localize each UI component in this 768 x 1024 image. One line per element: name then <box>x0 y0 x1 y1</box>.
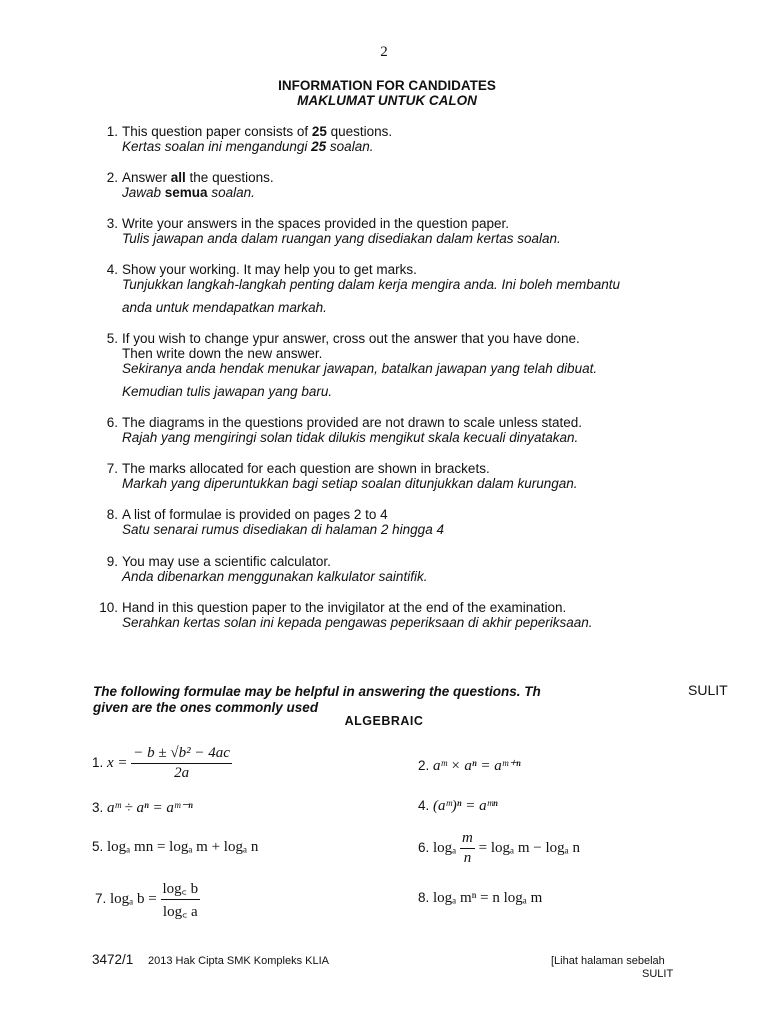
item-number: 7. <box>106 461 118 476</box>
instruction-english: The diagrams in the questions provided are not drawn to scale unless stated. <box>122 415 583 430</box>
instruction-malay: Tunjukkan langkah-langkah penting dalam kerja mengira anda. Ini boleh membantu <box>122 277 621 292</box>
formula-4: 4. (aᵐ)ⁿ = aᵐⁿ <box>418 798 498 814</box>
instruction-malay: Kertas soalan ini mengandungi 25 soalan. <box>122 139 374 154</box>
item-number: 9. <box>106 554 118 569</box>
formula-intro: The following formulae may be helpful in answering the questions. Th given are the ones commonly used <box>93 684 541 715</box>
formula-8: 8. logₐ mⁿ = n logₐ m <box>418 890 543 906</box>
item-number: 6. <box>106 415 118 430</box>
item-number: 1. <box>106 124 118 139</box>
item-number: 2. <box>106 170 118 185</box>
instruction-malay-line2: anda untuk mendapatkan markah. <box>122 300 327 315</box>
formula-3: 3. aᵐ ÷ aⁿ = aᵐ⁻ⁿ <box>92 800 193 816</box>
sulit-footer-label: SULIT <box>642 968 674 980</box>
item-number: 3. <box>106 216 118 231</box>
instruction-english: Show your working. It may help you to get marks. <box>122 262 417 277</box>
copyright-text: 2013 Hak Cipta SMK Kompleks KLIA <box>148 955 329 967</box>
formula-fraction: $\frac{\text{− b ± √b² − 4ac}}{2a}$ <box>133 745 230 781</box>
item-number: 10. <box>99 600 118 615</box>
item-number: 4. <box>106 262 118 277</box>
instruction-malay: Satu senarai rumus disediakan di halaman 2 hingga 4 <box>122 522 444 537</box>
formula-2: 2. aᵐ × aⁿ = aᵐ⁺ⁿ <box>418 758 521 774</box>
instruction-malay-line2: Kemudian tulis jawapan yang baru. <box>122 384 333 399</box>
instruction-malay: Anda dibenarkan menggunakan kalkulator saintifik. <box>122 569 428 584</box>
instruction-malay: Rajah yang mengiringi solan tidak dilukis mengikut skala kecuali dinyatakan. <box>122 430 579 445</box>
formula-1: 1. x = $\frac{\text{− b ± √b² − 4ac}}{2a}$ <box>92 745 230 781</box>
instruction-malay: Sekiranya anda hendak menukar jawapan, batalkan jawapan yang telah dibuat. <box>122 361 598 376</box>
item-number: 8. <box>106 507 118 522</box>
instruction-english: A list of formulae is provided on pages 2 to 4 <box>122 507 388 522</box>
instruction-english: Answer all the questions. <box>122 170 274 185</box>
instruction-english: This question paper consists of 25 questions. <box>122 124 393 139</box>
instruction-english: Hand in this question paper to the invigilator at the end of the examination. <box>122 600 567 615</box>
paper-code: 3472/1 <box>92 952 134 967</box>
instruction-english-line2: Then write down the new answer. <box>122 346 323 361</box>
formula-6: 6. logₐ $\frac{m}{n}$ = logₐ m − logₐ n <box>418 830 581 866</box>
title-english: INFORMATION FOR CANDIDATES <box>278 78 496 93</box>
instruction-english: The marks allocated for each question are shown in brackets. <box>122 461 490 476</box>
title-malay: MAKLUMAT UNTUK CALON <box>297 93 477 108</box>
formula-5: 5. logₐ mn = logₐ m + logₐ n <box>92 839 259 855</box>
section-title-algebraic: ALGEBRAIC <box>344 714 424 728</box>
sulit-label: SULIT <box>688 682 728 698</box>
formula-7: 7. logₐ b = $\frac{\log꜀ b}{\log꜀ a}$ <box>95 878 200 921</box>
instruction-english: You may use a scientific calculator. <box>122 554 331 569</box>
instruction-english: If you wish to change ypur answer, cross out the answer that you have done. <box>122 331 580 346</box>
next-page-note: [Lihat halaman sebelah <box>551 955 665 967</box>
instruction-malay: Tulis jawapan anda dalam ruangan yang disediakan dalam kertas soalan. <box>122 231 561 246</box>
page-number: 2 <box>380 44 388 60</box>
instruction-malay: Serahkan kertas solan ini kepada pengawas peperiksaan di akhir peperiksaan. <box>122 615 593 630</box>
formula-fraction: $\frac{m}{n}$ <box>462 830 473 866</box>
formula-fraction: $\frac{\log꜀ b}{\log꜀ a}$ <box>161 878 201 921</box>
item-number: 5. <box>106 331 118 346</box>
instruction-english: Write your answers in the spaces provided in the question paper. <box>122 216 509 231</box>
instruction-malay: Markah yang diperuntukkan bagi setiap soalan ditunjukkan dalam kurungan. <box>122 476 578 491</box>
instruction-malay: Jawab semua soalan. <box>122 185 255 200</box>
